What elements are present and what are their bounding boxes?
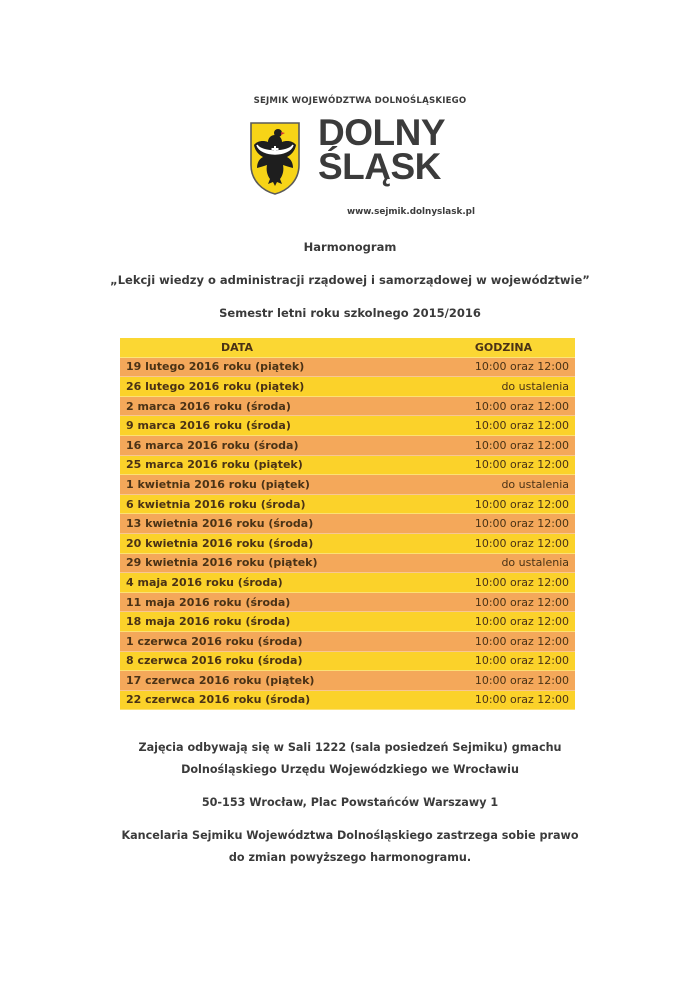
- column-header-time: GODZINA: [474, 340, 533, 354]
- location-line-2: Dolnośląskiego Urzędu Wojewódzkiego we Wrocławiu: [181, 763, 519, 776]
- row-time: 10:00 oraz 12:00: [474, 517, 569, 531]
- row-time: 10:00 oraz 12:00: [474, 360, 569, 374]
- table-row: [120, 612, 575, 632]
- row-time: do ustalenia: [501, 556, 569, 570]
- table-header: [120, 338, 575, 358]
- row-date: 1 kwietnia 2016 roku (piątek): [126, 477, 310, 491]
- table-row: [120, 593, 575, 613]
- table-row: [120, 436, 575, 456]
- address: 50-153 Wrocław, Plac Powstańców Warszawy 1: [201, 796, 499, 809]
- table-row: [120, 534, 575, 554]
- row-date: 19 lutego 2016 roku (piątek): [126, 360, 305, 374]
- row-time: 10:00 oraz 12:00: [474, 673, 569, 687]
- row-date: 8 czerwca 2016 roku (środa): [126, 654, 303, 668]
- row-date: 2 marca 2016 roku (środa): [126, 399, 291, 413]
- row-time: 10:00 oraz 12:00: [474, 575, 569, 589]
- table-row: [120, 358, 575, 378]
- table-row: [120, 652, 575, 672]
- row-time: 10:00 oraz 12:00: [474, 497, 569, 511]
- change-notice: [0, 825, 700, 869]
- notice-line-2: do zmian powyższego harmonogramu.: [228, 851, 472, 864]
- row-time: 10:00 oraz 12:00: [474, 536, 569, 550]
- website-link[interactable]: www.sejmik.dolnyslask.pl: [346, 207, 475, 217]
- row-date: 25 marca 2016 roku (piątek): [126, 458, 303, 472]
- row-time: 10:00 oraz 12:00: [474, 419, 569, 433]
- table-row: [120, 691, 575, 711]
- table-row: [120, 514, 575, 534]
- table-row: [120, 554, 575, 574]
- coat-of-arms-eagle-icon: [249, 121, 301, 195]
- notice-line-1: Kancelaria Sejmiku Województwa Dolnośląskiego zastrzega sobie prawo: [121, 829, 579, 842]
- table-row: [120, 456, 575, 476]
- document-subtitle: „Lekcji wiedzy o administracji rządowej i samorządowej w województwie”: [110, 273, 590, 287]
- row-date: 22 czerwca 2016 roku (środa): [126, 693, 311, 707]
- row-time: do ustalenia: [501, 379, 569, 393]
- table-row: [120, 377, 575, 397]
- row-time: do ustalenia: [501, 477, 569, 491]
- row-date: 17 czerwca 2016 roku (piątek): [126, 673, 315, 687]
- table-row: [120, 671, 575, 691]
- row-date: 13 kwietnia 2016 roku (środa): [126, 517, 314, 531]
- row-time: 10:00 oraz 12:00: [474, 654, 569, 668]
- brand-logo: [318, 112, 458, 187]
- table-row: [120, 632, 575, 652]
- row-date: 11 maja 2016 roku (środa): [126, 595, 291, 609]
- table-row: [120, 495, 575, 515]
- table-row: [120, 416, 575, 436]
- row-time: 10:00 oraz 12:00: [474, 595, 569, 609]
- row-date: 6 kwietnia 2016 roku (środa): [126, 497, 306, 511]
- row-date: 29 kwietnia 2016 roku (piątek): [126, 556, 318, 570]
- row-time: 10:00 oraz 12:00: [474, 399, 569, 413]
- table-row: [120, 397, 575, 417]
- row-time: 10:00 oraz 12:00: [474, 615, 569, 629]
- row-time: 10:00 oraz 12:00: [474, 458, 569, 472]
- row-time: 10:00 oraz 12:00: [474, 634, 569, 648]
- organization-name: SEJMIK WOJEWÓDZTWA DOLNOŚLĄSKIEGO: [253, 96, 467, 106]
- row-date: 4 maja 2016 roku (środa): [126, 575, 283, 589]
- table-body: [120, 358, 575, 711]
- row-date: 1 czerwca 2016 roku (środa): [126, 634, 303, 648]
- row-time: 10:00 oraz 12:00: [474, 693, 569, 707]
- row-date: 9 marca 2016 roku (środa): [126, 419, 291, 433]
- schedule-table: [120, 338, 575, 710]
- column-header-date: DATA: [221, 340, 253, 354]
- brand-line-1: DOLNY: [318, 112, 445, 153]
- row-time: 10:00 oraz 12:00: [474, 438, 569, 452]
- row-date: 20 kwietnia 2016 roku (środa): [126, 536, 314, 550]
- brand-line-2: ŚLĄSK: [318, 146, 441, 187]
- document-title: Harmonogram: [303, 240, 397, 254]
- row-date: 18 maja 2016 roku (środa): [126, 615, 291, 629]
- location-info: [0, 737, 700, 781]
- row-date: 16 marca 2016 roku (środa): [126, 438, 299, 452]
- semester-label: Semestr letni roku szkolnego 2015/2016: [219, 306, 481, 320]
- row-date: 26 lutego 2016 roku (piątek): [126, 379, 305, 393]
- location-line-1: Zajęcia odbywają się w Sali 1222 (sala posiedzeń Sejmiku) gmachu: [138, 741, 562, 754]
- table-row: [120, 475, 575, 495]
- table-row: [120, 573, 575, 593]
